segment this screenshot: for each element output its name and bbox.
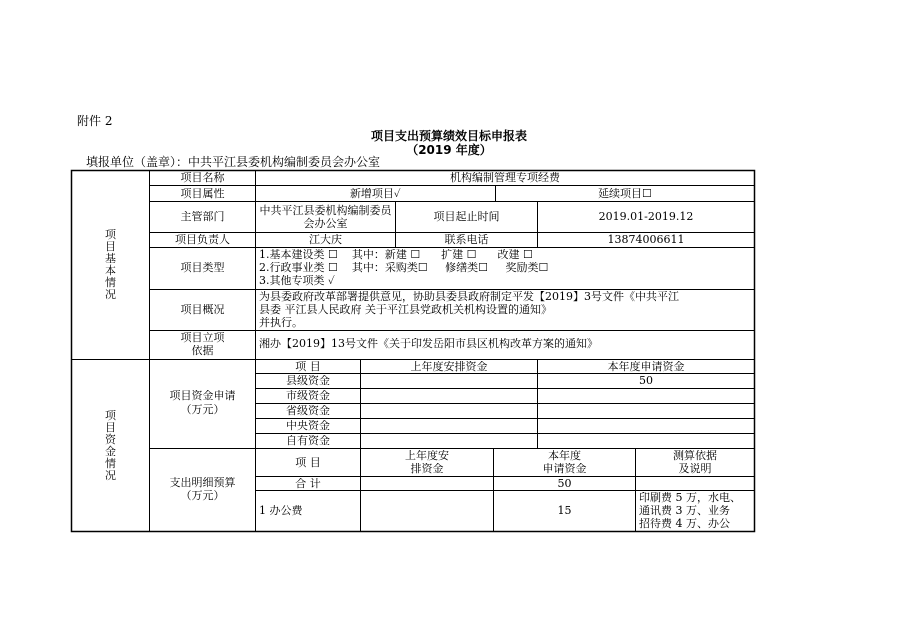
phone-label: 联系电话 [444, 234, 489, 246]
owner-value: 江大庆 [309, 234, 342, 246]
basis-label-1: 项目立项 [180, 332, 225, 344]
detail-item-1-this: 15 [557, 505, 572, 517]
dept-label: 主管部门 [180, 211, 225, 223]
detail-col-last-1: 上年度安 [405, 450, 449, 462]
attr-label: 项目属性 [180, 188, 225, 200]
funds-section-label: 项目资金情况 [105, 408, 116, 482]
form-year: （2019 年度） [406, 143, 492, 157]
start-label: 项目起止时间 [433, 211, 500, 223]
detail-col-basis-2: 及说明 [678, 463, 712, 475]
detail-item-1-label: 1 办公费 [259, 505, 303, 517]
owner-label: 项目负责人 [175, 234, 230, 246]
basis-label-2: 依据 [191, 345, 214, 357]
reporting-unit: 填报单位（盖章）：中共平江县委机构编制委员会办公室 [86, 155, 381, 169]
apply-col-item: 项 目 [295, 361, 321, 373]
type-line-1: 1.基本建设类 ☐ 其中：新建 ☐ 扩建 ☐ 改建 ☐ [259, 249, 533, 261]
detail-total-this: 50 [557, 478, 572, 490]
apply-col-this: 本年度申请资金 [607, 361, 685, 373]
basic-section-label-cell [72, 171, 149, 359]
apply-col-last: 上年度安排资金 [410, 361, 488, 373]
name-value: 机构编制管理专项经费 [450, 172, 560, 184]
overview-label: 项目概况 [180, 304, 225, 316]
basis-value: 湘办【2019】13号文件《关于印发岳阳市县区机构改革方案的通知》 [259, 338, 598, 350]
fund-row-name: 市级资金 [286, 390, 330, 402]
type-line-3: 3.其他专项类 ✓ [259, 275, 336, 287]
detail-col-last-2: 排资金 [410, 463, 444, 475]
apply-label-2: （万元） [180, 404, 225, 416]
detail-item-1-basis-3: 招待费 4 万、办公 [639, 518, 730, 530]
detail-item-1-basis-1: 印刷费 5 万，水电、 [639, 492, 741, 504]
detail-col-basis-1: 测算依据 [673, 450, 717, 462]
detail-col-this-1: 本年度 [548, 450, 581, 462]
detail-item-1-basis-2: 通讯费 3 万、业务 [639, 505, 730, 517]
attr-new: 新增项目✓ [349, 188, 402, 200]
name-label: 项目名称 [180, 172, 225, 184]
fund-row-name: 省级资金 [286, 405, 330, 417]
dept-value: 中共平江县委机构编制委员会办公室 [259, 204, 392, 230]
detail-col-item: 项 目 [295, 457, 321, 469]
apply-label-1: 项目资金申请 [169, 390, 236, 402]
detail-label-1: 支出明细预算 [169, 477, 236, 489]
phone-value: 13874006611 [607, 234, 685, 246]
attachment-label: 附件 2 [77, 114, 113, 128]
detail-col-this-2: 申请资金 [542, 463, 587, 475]
detail-label-2: （万元） [180, 490, 225, 502]
type-line-2: 2.行政事业类 ☐ 其中：采购类☐ 修缮类☐ 奖励类☐ [259, 262, 549, 274]
overview-line-2: 县委 平江县人民政府 关于平江县党政机关机构设置的通知》 [259, 304, 552, 316]
attr-continue: 延续项目☐ [598, 188, 652, 200]
fund-row-this: 50 [639, 375, 653, 387]
fund-row-name: 中央资金 [286, 420, 330, 432]
basic-section-label: 项目基本情况 [105, 228, 116, 301]
fund-row-name: 自有资金 [286, 435, 330, 447]
form-title: 项目支出预算绩效目标申报表 [370, 129, 527, 143]
funds-section-label-cell [72, 360, 149, 531]
overview-line-3: 并执行。 [259, 317, 303, 329]
start-value: 2019.01-2019.12 [598, 211, 694, 223]
detail-total-label: 合 计 [295, 478, 321, 490]
fund-row-name: 县级资金 [286, 375, 330, 387]
overview-line-1: 为县委政府改革部署提供意见，协助县委县政府制定平发【2019】3号文件《中共平江 [259, 291, 679, 303]
type-label: 项目类型 [180, 262, 225, 274]
